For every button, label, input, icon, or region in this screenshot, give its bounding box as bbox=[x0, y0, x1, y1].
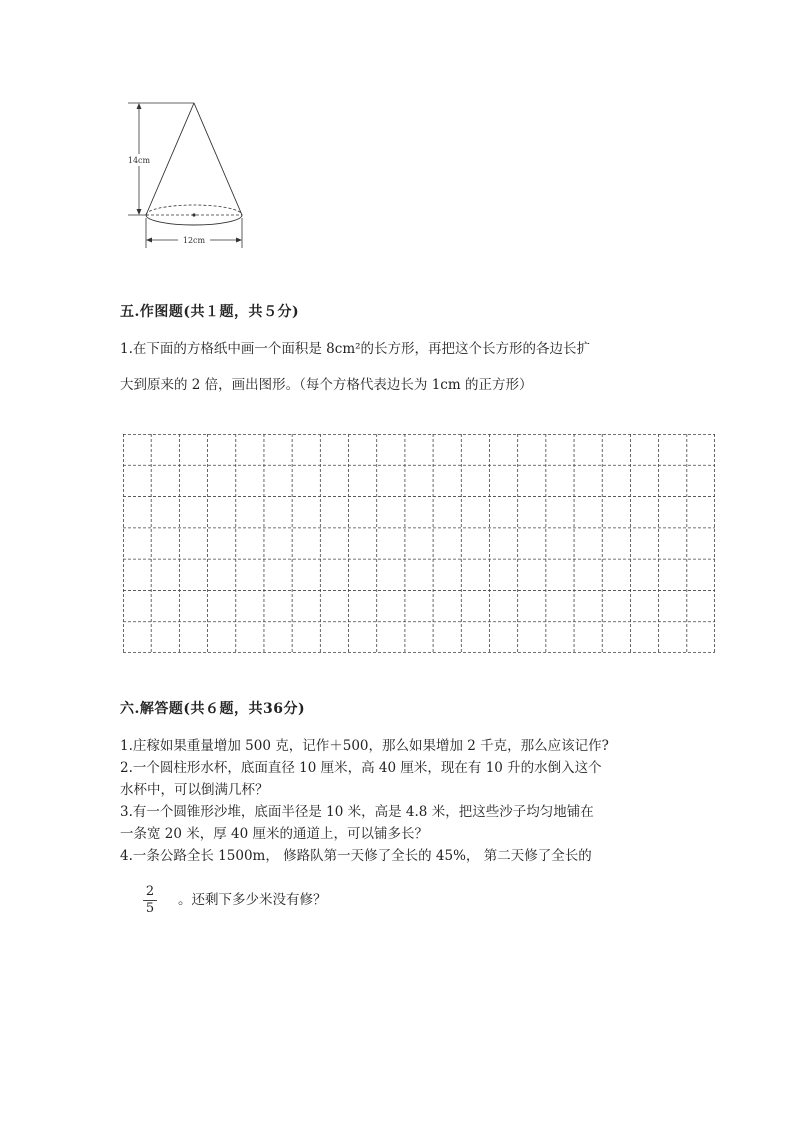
cone-right-side bbox=[194, 103, 242, 215]
section5-q1-line2: 大到原来的 2 倍，画出图形。（每个方格代表边长为 1cm 的正方形） bbox=[120, 377, 533, 393]
cone-figure bbox=[120, 96, 260, 256]
height-label: 14cm bbox=[127, 156, 151, 165]
section6-q4-tail: 。还剩下多少米没有修？ bbox=[178, 892, 327, 908]
fraction-denominator: 5 bbox=[145, 901, 155, 916]
section6-title: 六.解答题(共６题，共36分) bbox=[120, 701, 306, 717]
fraction-numerator: 2 bbox=[143, 885, 157, 901]
fraction bbox=[143, 885, 157, 916]
section5-q1-line1: 1.在下面的方格纸中画一个面积是 8cm²的长方形，再把这个长方形的各边长扩 bbox=[120, 341, 591, 357]
grid-paper[interactable] bbox=[123, 434, 715, 653]
section6-q2-line2: 水杯中，可以倒满几杯？ bbox=[120, 782, 269, 798]
arrow-down-icon bbox=[137, 209, 142, 215]
section6-q4-line1: 4.一条公路全长 1500m， 修路队第一天修了全长的 45%， 第二天修了全长的 bbox=[120, 848, 592, 864]
diameter-label: 12cm bbox=[182, 236, 206, 245]
arrow-up-icon bbox=[137, 103, 142, 109]
base-center-dot bbox=[192, 213, 195, 216]
section6-q3-line2: 一条宽 20 米，厚 40 厘米的通道上，可以铺多长？ bbox=[120, 826, 429, 842]
arrow-left-icon bbox=[146, 238, 152, 243]
arrow-right-icon bbox=[236, 238, 242, 243]
section6-q2-line1: 2.一个圆柱形水杯，底面直径 10 厘米，高 40 厘米，现在有 10 升的水倒入这个 bbox=[120, 760, 602, 776]
section6-q3-line1: 3.有一个圆锥形沙堆，底面半径是 10 米，高是 4.8 米，把这些沙子均匀地铺在 bbox=[120, 804, 594, 820]
section5-title: 五.作图题(共１题，共５分) bbox=[120, 304, 300, 320]
section6-q1: 1.庄稼如果重量增加 500 克，记作＋500，那么如果增加 2 千克，那么应该记作? bbox=[120, 738, 609, 754]
